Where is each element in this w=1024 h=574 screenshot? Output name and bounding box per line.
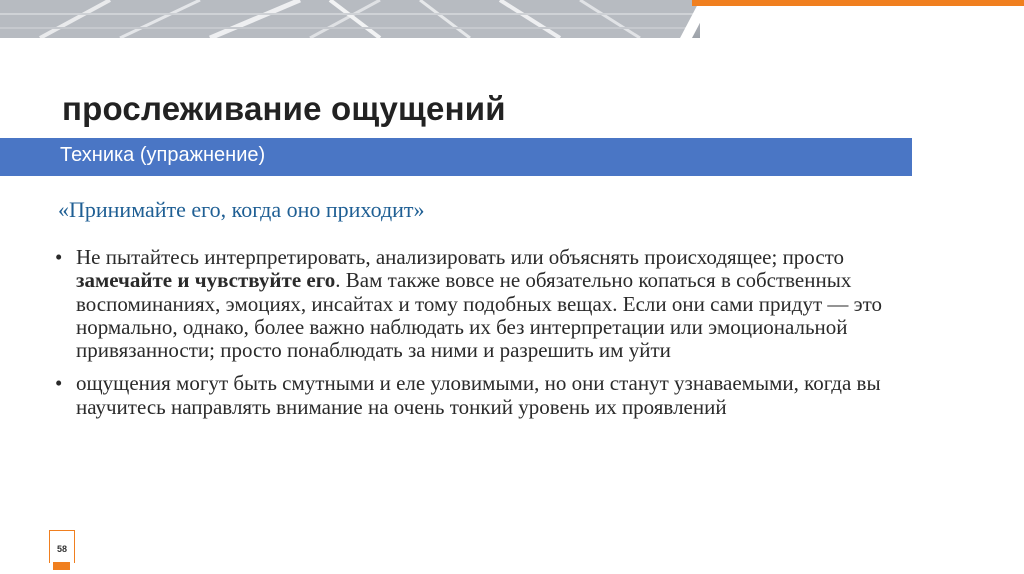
bullet-marker: • — [55, 245, 63, 269]
bullet-text-continued: . Вам также вовсе не обязательно копаться в собственных воспоминаниях, эмоциях, инсайтах и тому подобных вещах. Если они сами придут — это нормально, однако, более важно наблюдать их без интерпретации или эмоциональной привязанности; просто понаблюдать за ними и разрешить им уйти — [76, 268, 883, 363]
page-number-box — [49, 530, 75, 563]
bullet-text: Не пытайтесь интерпретировать, анализировать или объяснять происходящее; просто — [76, 245, 845, 269]
quote-heading: «Принимайте его, когда оно приходит» — [58, 197, 425, 222]
header-architecture-image — [0, 0, 700, 38]
subtitle-text: Техника (упражнение) — [60, 144, 266, 166]
subtitle-bar — [0, 138, 912, 176]
bullet-item — [55, 246, 915, 362]
page-number: 58 — [56, 544, 67, 554]
bullet-bold-text: замечайте и чувствуйте его — [76, 268, 336, 293]
page-number-orange-tab — [53, 562, 70, 570]
slide-title: прослеживание ощущений — [62, 90, 506, 127]
header-orange-accent-bar — [692, 0, 1024, 6]
bullet-item — [55, 372, 915, 419]
bullet-marker: • — [55, 371, 63, 396]
header-skylight-graphic — [0, 0, 700, 38]
bullet-list — [55, 246, 915, 429]
bullet-text: ощущения могут быть смутными и еле уловимыми, но они станут узнаваемыми, когда вы научитесь направлять внимание на очень тонкий уровень их проявлений — [76, 371, 881, 419]
